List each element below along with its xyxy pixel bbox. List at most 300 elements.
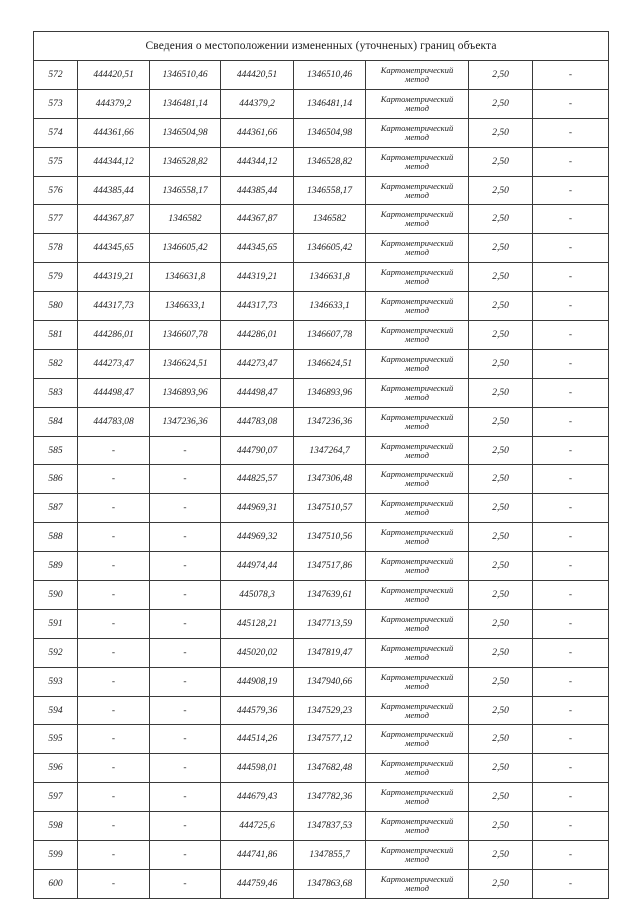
method-cell: [366, 205, 469, 234]
existing-x-cell: 444345,65: [78, 234, 150, 263]
method-line-1: Картометрический: [380, 469, 454, 480]
point-number-cell: 598: [34, 812, 78, 841]
point-number-cell: 596: [34, 754, 78, 783]
table-title-row: [34, 32, 609, 61]
accuracy-cell: 2,50: [469, 841, 533, 870]
point-number-cell: 593: [34, 667, 78, 696]
existing-x-cell: -: [78, 667, 150, 696]
note-cell: -: [533, 61, 609, 90]
method-line-2: метод: [405, 565, 429, 576]
refined-x-cell: 444361,66: [221, 118, 294, 147]
existing-y-cell: 1346633,1: [150, 292, 221, 321]
method-line-1: Картометрический: [380, 671, 454, 682]
existing-y-cell: 1346605,42: [150, 234, 221, 263]
method-cell: [366, 407, 469, 436]
method-cell: [366, 263, 469, 292]
refined-x-cell: 444385,44: [221, 176, 294, 205]
refined-y-cell: 1347529,23: [294, 696, 366, 725]
refined-y-cell: 1346558,17: [294, 176, 366, 205]
existing-x-cell: -: [78, 841, 150, 870]
refined-y-cell: 1346528,82: [294, 147, 366, 176]
method-line-1: Картометрический: [380, 267, 454, 278]
method-line-1: Картометрический: [380, 556, 454, 567]
existing-x-cell: 444317,73: [78, 292, 150, 321]
note-cell: -: [533, 263, 609, 292]
table-row: [34, 523, 609, 552]
method-line-2: метод: [405, 102, 429, 113]
point-number-cell: 577: [34, 205, 78, 234]
point-number-cell: 584: [34, 407, 78, 436]
table-row: [34, 725, 609, 754]
method-line-1: Картометрический: [380, 873, 454, 884]
point-number-cell: 600: [34, 869, 78, 898]
method-cell: [366, 696, 469, 725]
existing-y-cell: -: [150, 581, 221, 610]
method-line-2: метод: [405, 131, 429, 142]
method-cell: [366, 61, 469, 90]
point-number-cell: 587: [34, 494, 78, 523]
method-line-1: Картометрический: [380, 700, 454, 711]
refined-y-cell: 1346582: [294, 205, 366, 234]
existing-y-cell: -: [150, 494, 221, 523]
refined-x-cell: 444679,43: [221, 783, 294, 812]
table-row: [34, 465, 609, 494]
method-line-1: Картометрический: [380, 844, 454, 855]
refined-x-cell: 444514,26: [221, 725, 294, 754]
refined-x-cell: 444969,31: [221, 494, 294, 523]
method-cell: [366, 118, 469, 147]
existing-y-cell: -: [150, 696, 221, 725]
note-cell: -: [533, 378, 609, 407]
point-number-cell: 591: [34, 609, 78, 638]
method-cell: [366, 349, 469, 378]
table-row: [34, 205, 609, 234]
accuracy-cell: 2,50: [469, 638, 533, 667]
table-row: [34, 754, 609, 783]
refined-x-cell: 444367,87: [221, 205, 294, 234]
method-cell: [366, 754, 469, 783]
accuracy-cell: 2,50: [469, 234, 533, 263]
method-cell: [366, 494, 469, 523]
accuracy-cell: 2,50: [469, 321, 533, 350]
point-number-cell: 580: [34, 292, 78, 321]
table-row: [34, 667, 609, 696]
existing-y-cell: -: [150, 667, 221, 696]
method-line-2: метод: [405, 449, 429, 460]
existing-x-cell: -: [78, 696, 150, 725]
table-row: [34, 812, 609, 841]
existing-y-cell: 1346558,17: [150, 176, 221, 205]
point-number-cell: 578: [34, 234, 78, 263]
refined-x-cell: 444598,01: [221, 754, 294, 783]
note-cell: -: [533, 869, 609, 898]
method-line-1: Картометрический: [380, 613, 454, 624]
method-line-1: Картометрический: [380, 411, 454, 422]
method-line-2: метод: [405, 622, 429, 633]
point-number-cell: 582: [34, 349, 78, 378]
existing-y-cell: -: [150, 783, 221, 812]
existing-x-cell: -: [78, 436, 150, 465]
refined-x-cell: 444741,86: [221, 841, 294, 870]
existing-y-cell: -: [150, 523, 221, 552]
method-line-2: метод: [405, 536, 429, 547]
accuracy-cell: 2,50: [469, 609, 533, 638]
method-line-2: метод: [405, 767, 429, 778]
note-cell: -: [533, 552, 609, 581]
existing-x-cell: -: [78, 609, 150, 638]
table-row: [34, 638, 609, 667]
existing-x-cell: 444783,08: [78, 407, 150, 436]
existing-y-cell: -: [150, 754, 221, 783]
method-line-2: метод: [405, 853, 429, 864]
accuracy-cell: 2,50: [469, 552, 533, 581]
method-line-2: метод: [405, 276, 429, 287]
method-line-1: Картометрический: [380, 180, 454, 191]
method-cell: [366, 436, 469, 465]
note-cell: -: [533, 89, 609, 118]
point-number-cell: 592: [34, 638, 78, 667]
method-cell: [366, 176, 469, 205]
method-cell: [366, 581, 469, 610]
note-cell: -: [533, 581, 609, 610]
existing-x-cell: -: [78, 638, 150, 667]
table-row: [34, 869, 609, 898]
method-cell: [366, 292, 469, 321]
existing-y-cell: 1346607,78: [150, 321, 221, 350]
method-line-1: Картометрический: [380, 324, 454, 335]
point-number-cell: 595: [34, 725, 78, 754]
point-number-cell: 586: [34, 465, 78, 494]
existing-x-cell: 444420,51: [78, 61, 150, 90]
accuracy-cell: 2,50: [469, 263, 533, 292]
method-cell: [366, 725, 469, 754]
note-cell: -: [533, 176, 609, 205]
table-row: [34, 89, 609, 118]
refined-y-cell: 1346624,51: [294, 349, 366, 378]
refined-y-cell: 1347510,57: [294, 494, 366, 523]
point-number-cell: 597: [34, 783, 78, 812]
note-cell: -: [533, 725, 609, 754]
method-cell: [366, 234, 469, 263]
existing-y-cell: -: [150, 609, 221, 638]
refined-y-cell: 1347940,66: [294, 667, 366, 696]
existing-y-cell: -: [150, 869, 221, 898]
accuracy-cell: 2,50: [469, 465, 533, 494]
note-cell: -: [533, 321, 609, 350]
table-row: [34, 552, 609, 581]
table-row: [34, 263, 609, 292]
point-number-cell: 572: [34, 61, 78, 90]
existing-x-cell: -: [78, 465, 150, 494]
existing-y-cell: 1346504,98: [150, 118, 221, 147]
existing-y-cell: 1346631,8: [150, 263, 221, 292]
method-line-2: метод: [405, 825, 429, 836]
existing-y-cell: -: [150, 465, 221, 494]
point-number-cell: 575: [34, 147, 78, 176]
existing-x-cell: -: [78, 725, 150, 754]
refined-x-cell: 444273,47: [221, 349, 294, 378]
method-cell: [366, 609, 469, 638]
table-row: [34, 494, 609, 523]
method-line-1: Картометрический: [380, 527, 454, 538]
note-cell: -: [533, 667, 609, 696]
method-cell: [366, 841, 469, 870]
note-cell: -: [533, 841, 609, 870]
method-cell: [366, 783, 469, 812]
accuracy-cell: 2,50: [469, 61, 533, 90]
table-title: Сведения о местоположении измененных (уточненых) границ объекта: [34, 32, 609, 61]
table-row: [34, 147, 609, 176]
accuracy-cell: 2,50: [469, 494, 533, 523]
refined-x-cell: 444579,36: [221, 696, 294, 725]
table-row: [34, 407, 609, 436]
method-line-2: метод: [405, 160, 429, 171]
refined-x-cell: 444344,12: [221, 147, 294, 176]
method-cell: [366, 638, 469, 667]
method-line-1: Картометрический: [380, 642, 454, 653]
existing-x-cell: 444319,21: [78, 263, 150, 292]
refined-x-cell: 445020,02: [221, 638, 294, 667]
refined-x-cell: 444969,32: [221, 523, 294, 552]
refined-y-cell: 1346605,42: [294, 234, 366, 263]
refined-y-cell: 1347713,59: [294, 609, 366, 638]
method-cell: [366, 147, 469, 176]
refined-x-cell: 444908,19: [221, 667, 294, 696]
existing-x-cell: 444344,12: [78, 147, 150, 176]
method-line-2: метод: [405, 796, 429, 807]
refined-y-cell: 1346510,46: [294, 61, 366, 90]
method-cell: [366, 552, 469, 581]
refined-y-cell: 1347837,53: [294, 812, 366, 841]
existing-y-cell: -: [150, 436, 221, 465]
refined-y-cell: 1346504,98: [294, 118, 366, 147]
note-cell: -: [533, 609, 609, 638]
method-line-2: метод: [405, 507, 429, 518]
accuracy-cell: 2,50: [469, 581, 533, 610]
table-row: [34, 436, 609, 465]
note-cell: -: [533, 349, 609, 378]
note-cell: -: [533, 465, 609, 494]
method-line-1: Картометрический: [380, 729, 454, 740]
method-line-2: метод: [405, 738, 429, 749]
existing-x-cell: 444273,47: [78, 349, 150, 378]
note-cell: -: [533, 812, 609, 841]
accuracy-cell: 2,50: [469, 667, 533, 696]
refined-x-cell: 444379,2: [221, 89, 294, 118]
accuracy-cell: 2,50: [469, 696, 533, 725]
existing-y-cell: -: [150, 812, 221, 841]
point-number-cell: 589: [34, 552, 78, 581]
point-number-cell: 583: [34, 378, 78, 407]
method-line-1: Картометрический: [380, 238, 454, 249]
table-row: [34, 321, 609, 350]
accuracy-cell: 2,50: [469, 436, 533, 465]
existing-x-cell: 444379,2: [78, 89, 150, 118]
table-row: [34, 61, 609, 90]
method-cell: [366, 378, 469, 407]
method-line-1: Картометрический: [380, 758, 454, 769]
refined-x-cell: 444498,47: [221, 378, 294, 407]
existing-x-cell: 444385,44: [78, 176, 150, 205]
refined-y-cell: 1346631,8: [294, 263, 366, 292]
note-cell: -: [533, 494, 609, 523]
method-cell: [366, 812, 469, 841]
method-cell: [366, 523, 469, 552]
method-line-2: метод: [405, 680, 429, 691]
method-cell: [366, 465, 469, 494]
point-number-cell: 574: [34, 118, 78, 147]
accuracy-cell: 2,50: [469, 292, 533, 321]
method-line-2: метод: [405, 218, 429, 229]
existing-x-cell: 444498,47: [78, 378, 150, 407]
existing-y-cell: 1346528,82: [150, 147, 221, 176]
table-row: [34, 783, 609, 812]
refined-y-cell: 1347577,12: [294, 725, 366, 754]
method-line-1: Картометрический: [380, 209, 454, 220]
point-number-cell: 588: [34, 523, 78, 552]
existing-y-cell: 1346624,51: [150, 349, 221, 378]
table-row: [34, 349, 609, 378]
method-line-2: метод: [405, 391, 429, 402]
point-number-cell: 585: [34, 436, 78, 465]
accuracy-cell: 2,50: [469, 147, 533, 176]
table-row: [34, 841, 609, 870]
method-line-1: Картометрический: [380, 353, 454, 364]
method-cell: [366, 89, 469, 118]
point-number-cell: 594: [34, 696, 78, 725]
boundary-coordinates-table: [33, 31, 609, 899]
existing-x-cell: -: [78, 754, 150, 783]
refined-x-cell: 444759,46: [221, 869, 294, 898]
accuracy-cell: 2,50: [469, 176, 533, 205]
accuracy-cell: 2,50: [469, 812, 533, 841]
refined-y-cell: 1347819,47: [294, 638, 366, 667]
refined-y-cell: 1347863,68: [294, 869, 366, 898]
method-line-1: Картометрический: [380, 296, 454, 307]
document-sheet: [33, 31, 608, 899]
refined-y-cell: 1347517,86: [294, 552, 366, 581]
refined-x-cell: 445078,3: [221, 581, 294, 610]
refined-x-cell: 444286,01: [221, 321, 294, 350]
existing-y-cell: 1346893,96: [150, 378, 221, 407]
existing-x-cell: 444361,66: [78, 118, 150, 147]
point-number-cell: 573: [34, 89, 78, 118]
note-cell: -: [533, 523, 609, 552]
refined-x-cell: 444420,51: [221, 61, 294, 90]
refined-y-cell: 1347510,56: [294, 523, 366, 552]
refined-x-cell: 444825,57: [221, 465, 294, 494]
accuracy-cell: 2,50: [469, 378, 533, 407]
accuracy-cell: 2,50: [469, 349, 533, 378]
accuracy-cell: 2,50: [469, 783, 533, 812]
refined-x-cell: 444345,65: [221, 234, 294, 263]
existing-x-cell: -: [78, 869, 150, 898]
existing-y-cell: -: [150, 638, 221, 667]
point-number-cell: 581: [34, 321, 78, 350]
existing-y-cell: 1346481,14: [150, 89, 221, 118]
refined-x-cell: 445128,21: [221, 609, 294, 638]
method-line-2: метод: [405, 247, 429, 258]
method-line-2: метод: [405, 420, 429, 431]
existing-y-cell: -: [150, 552, 221, 581]
existing-y-cell: 1346510,46: [150, 61, 221, 90]
method-line-2: метод: [405, 73, 429, 84]
method-line-2: метод: [405, 593, 429, 604]
method-line-1: Картометрический: [380, 440, 454, 451]
note-cell: -: [533, 118, 609, 147]
accuracy-cell: 2,50: [469, 754, 533, 783]
refined-y-cell: 1346607,78: [294, 321, 366, 350]
refined-y-cell: 1347264,7: [294, 436, 366, 465]
note-cell: -: [533, 234, 609, 263]
note-cell: -: [533, 696, 609, 725]
note-cell: -: [533, 754, 609, 783]
existing-x-cell: 444367,87: [78, 205, 150, 234]
table-row: [34, 234, 609, 263]
note-cell: -: [533, 783, 609, 812]
point-number-cell: 576: [34, 176, 78, 205]
refined-y-cell: 1347855,7: [294, 841, 366, 870]
method-line-1: Картометрический: [380, 382, 454, 393]
table-row: [34, 581, 609, 610]
existing-y-cell: -: [150, 841, 221, 870]
method-cell: [366, 321, 469, 350]
refined-x-cell: 444317,73: [221, 292, 294, 321]
refined-y-cell: 1346633,1: [294, 292, 366, 321]
existing-x-cell: -: [78, 494, 150, 523]
refined-x-cell: 444725,6: [221, 812, 294, 841]
note-cell: -: [533, 292, 609, 321]
refined-x-cell: 444790,07: [221, 436, 294, 465]
method-line-1: Картометрический: [380, 151, 454, 162]
table-row: [34, 378, 609, 407]
point-number-cell: 579: [34, 263, 78, 292]
method-line-2: метод: [405, 882, 429, 893]
method-line-2: метод: [405, 709, 429, 720]
method-line-2: метод: [405, 362, 429, 373]
existing-x-cell: -: [78, 552, 150, 581]
point-number-cell: 599: [34, 841, 78, 870]
refined-y-cell: 1346481,14: [294, 89, 366, 118]
existing-y-cell: -: [150, 725, 221, 754]
point-number-cell: 590: [34, 581, 78, 610]
method-cell: [366, 667, 469, 696]
note-cell: -: [533, 205, 609, 234]
method-line-1: Картометрический: [380, 498, 454, 509]
refined-x-cell: 444319,21: [221, 263, 294, 292]
refined-y-cell: 1347782,36: [294, 783, 366, 812]
note-cell: -: [533, 407, 609, 436]
method-line-1: Картометрический: [380, 584, 454, 595]
note-cell: -: [533, 436, 609, 465]
table-row: [34, 609, 609, 638]
refined-x-cell: 444783,08: [221, 407, 294, 436]
refined-y-cell: 1347682,48: [294, 754, 366, 783]
accuracy-cell: 2,50: [469, 205, 533, 234]
accuracy-cell: 2,50: [469, 407, 533, 436]
table-row: [34, 292, 609, 321]
refined-y-cell: 1347306,48: [294, 465, 366, 494]
existing-x-cell: -: [78, 523, 150, 552]
existing-y-cell: 1347236,36: [150, 407, 221, 436]
table-row: [34, 696, 609, 725]
method-cell: [366, 869, 469, 898]
existing-x-cell: -: [78, 581, 150, 610]
existing-x-cell: 444286,01: [78, 321, 150, 350]
method-line-2: метод: [405, 478, 429, 489]
note-cell: -: [533, 147, 609, 176]
existing-y-cell: 1346582: [150, 205, 221, 234]
